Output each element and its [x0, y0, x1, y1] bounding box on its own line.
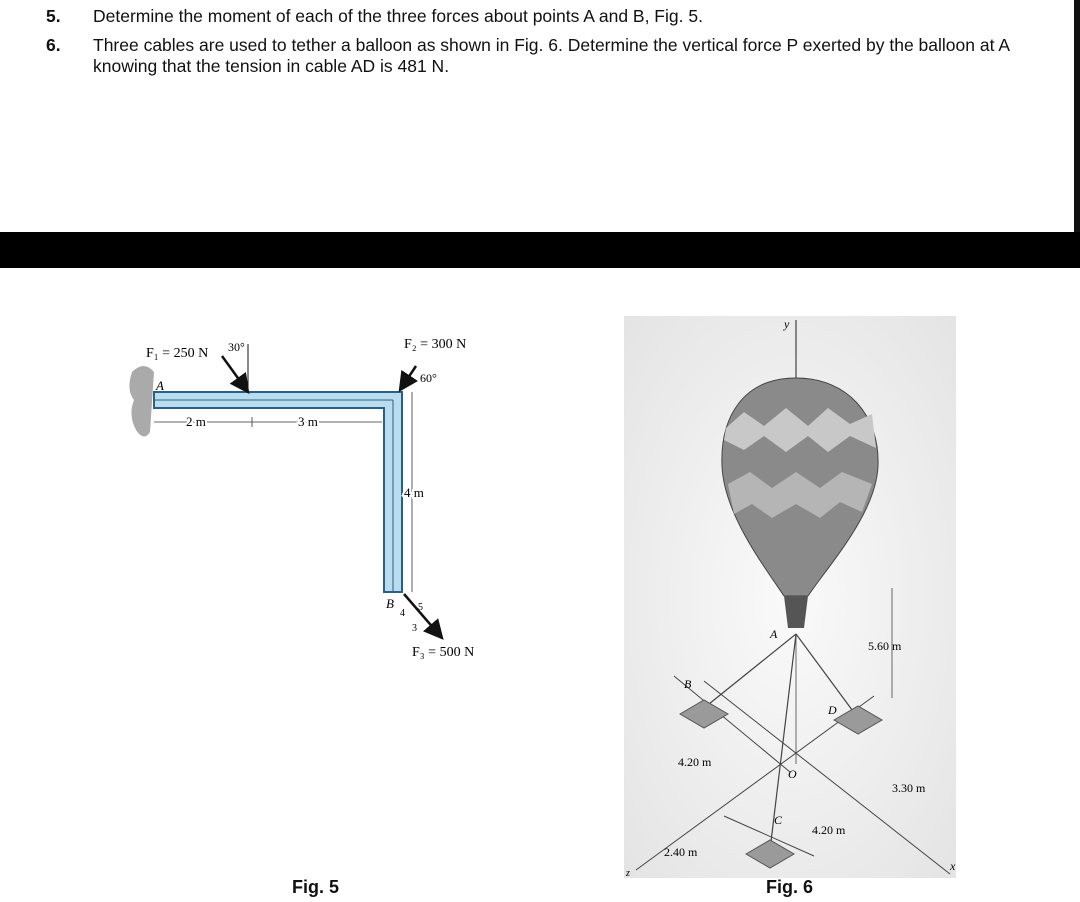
point-d-label: D	[828, 703, 837, 717]
dim-4m-label: 4 m	[404, 485, 424, 500]
f3-arrow	[404, 594, 442, 638]
axis-z-label: z	[626, 868, 630, 878]
problem-text-line-1: Three cables are used to tether a balloon as shown in Fig. 6. Determine the vertical force P exerted by the balloon at A	[93, 35, 1011, 55]
point-a-label: A	[770, 627, 778, 641]
f2-arrow	[400, 366, 416, 390]
slope-3-label: 3	[412, 623, 417, 634]
point-a-label: A	[156, 378, 164, 393]
page-edge	[1074, 0, 1080, 232]
fig6-caption: Fig. 6	[766, 877, 814, 897]
dim-560-label: 5.60 m	[868, 639, 902, 653]
problem-text-line-2: knowing that the tension in cable AD is 481 N.	[93, 56, 450, 76]
dim-330-label: 3.30 m	[892, 781, 926, 795]
problem-number: 6.	[46, 35, 61, 55]
dim-240-label: 2.40 m	[664, 845, 698, 859]
dim-2m-label: 2 m	[186, 414, 206, 429]
slope-4-label: 4	[400, 608, 405, 619]
point-c-label: C	[774, 813, 783, 827]
f1-arrow	[222, 356, 248, 392]
dim-420-right-label: 4.20 m	[812, 823, 846, 837]
axis-y-label: y	[784, 317, 790, 331]
black-separator-band	[0, 232, 1080, 268]
f3-label: F₃ = 500 N	[412, 645, 475, 660]
figure-6	[624, 316, 956, 878]
figure-5	[120, 320, 640, 660]
dim-420-left-label: 4.20 m	[678, 755, 712, 769]
f1-angle-label: 30°	[228, 340, 245, 354]
f2-angle-label: 60°	[420, 371, 437, 385]
problem-text: Determine the moment of each of the three forces about points A and B, Fig. 5.	[93, 6, 703, 26]
f2-label: F₂ = 300 N	[404, 337, 467, 352]
point-b-label: B	[684, 677, 692, 691]
point-b-label: B	[386, 596, 394, 611]
wall-support	[129, 366, 154, 437]
axis-x-label: x	[950, 859, 956, 873]
balloon-basket	[784, 596, 808, 628]
problem-number: 5.	[46, 6, 61, 26]
point-o-label: O	[788, 767, 797, 781]
slope-5-label: 5	[418, 602, 423, 613]
fig5-caption: Fig. 5	[292, 877, 340, 897]
f1-label: F₁ = 250 N	[146, 346, 209, 361]
dim-3m-label: 3 m	[298, 414, 318, 429]
